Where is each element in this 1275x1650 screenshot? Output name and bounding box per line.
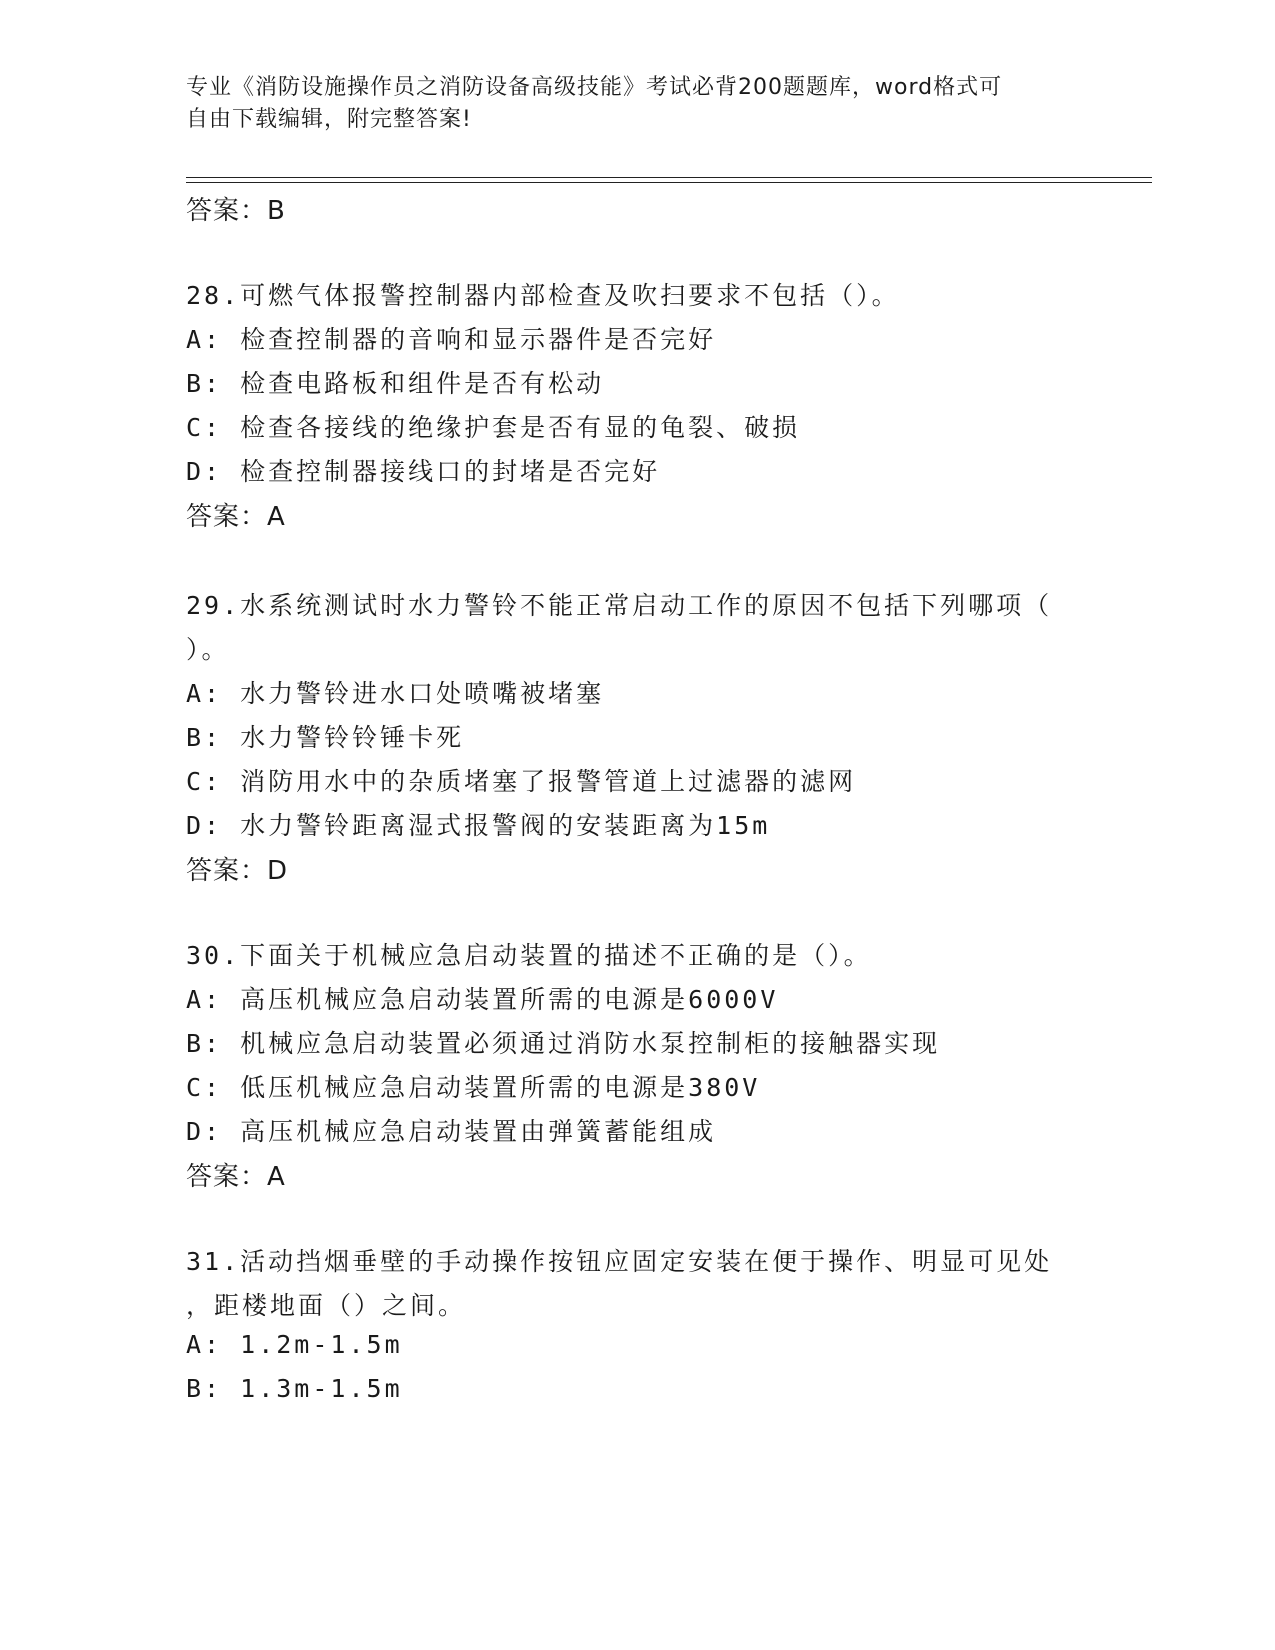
question-30-stem: 30.下面关于机械应急启动装置的描述不正确的是（）。 [186,941,872,970]
question-28-answer: 答案：A [186,502,286,532]
question-29-option-c: C: 消防用水中的杂质堵塞了报警管道上过滤器的滤网 [186,767,857,796]
question-28-option-c: C: 检查各接线的绝缘护套是否有显的龟裂、破损 [186,413,801,442]
question-31-stem-line-1: 31.活动挡烟垂壁的手动操作按钮应固定安装在便于操作、明显可见处 [186,1247,1053,1276]
header-divider-top [186,177,1152,178]
header-line-1: 专业《消防设施操作员之消防设备高级技能》考试必背200题题库，word格式可 [186,75,1003,100]
question-30-option-b: B: 机械应急启动装置必须通过消防水泵控制柜的接触器实现 [186,1029,941,1058]
question-28-option-a: A: 检查控制器的音响和显示器件是否完好 [186,325,717,354]
question-31-option-a: A: 1.2m-1.5m [186,1330,403,1359]
question-28-option-b: B: 检查电路板和组件是否有松动 [186,369,605,398]
document-header [186,72,1086,136]
question-30-option-d: D: 高压机械应急启动装置由弹簧蓄能组成 [186,1117,717,1146]
header-divider-bottom [186,182,1152,183]
question-29-option-b: B: 水力警铃铃锤卡死 [186,723,465,752]
question-31-stem-line-2: ，距楼地面（）之间。 [186,1291,467,1320]
header-line-2: 自由下载编辑，附完整答案! [186,107,472,132]
previous-answer: 答案：B [186,196,286,226]
question-30-option-c: C: 低压机械应急启动装置所需的电源是380V [186,1073,761,1102]
question-29-option-a: A: 水力警铃进水口处喷嘴被堵塞 [186,679,605,708]
question-29-option-d: D: 水力警铃距离湿式报警阀的安装距离为15m [186,811,771,840]
question-30-answer: 答案：A [186,1162,286,1192]
question-29-stem-line-1: 29.水系统测试时水力警铃不能正常启动工作的原因不包括下列哪项（ [186,591,1053,620]
question-30-option-a: A: 高压机械应急启动装置所需的电源是6000V [186,985,779,1014]
question-28-option-d: D: 检查控制器接线口的封堵是否完好 [186,457,661,486]
question-29-answer: 答案：D [186,856,289,886]
question-29-stem-line-2: ）。 [186,635,230,664]
question-28-stem: 28.可燃气体报警控制器内部检查及吹扫要求不包括（）。 [186,281,900,310]
question-31-option-b: B: 1.3m-1.5m [186,1374,403,1403]
